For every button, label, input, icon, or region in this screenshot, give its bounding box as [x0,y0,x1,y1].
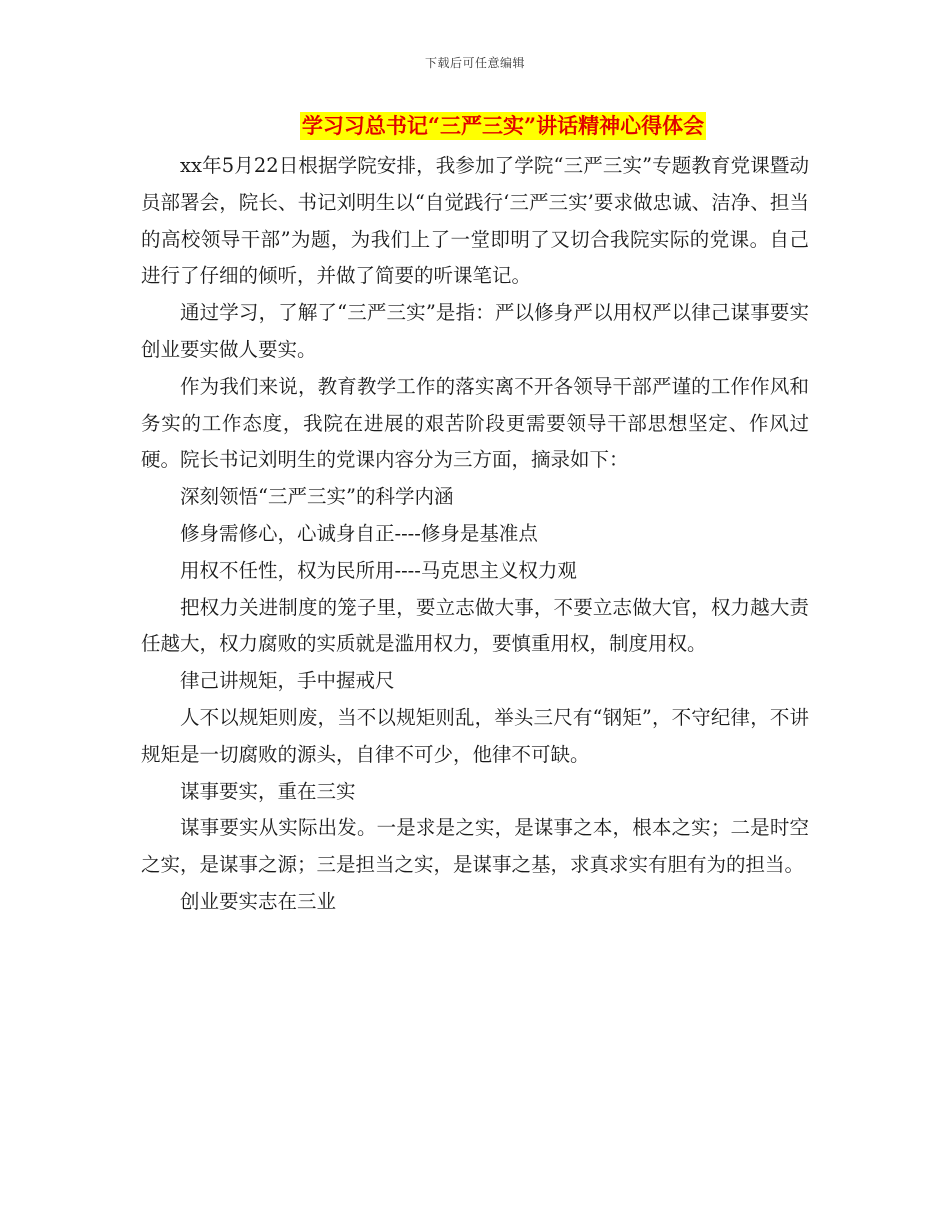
sub-heading: 律己讲规矩，手中握戒尺 [180,669,395,693]
paragraph: 谋事要实从实际出发。一是求是之实，是谋事之本，根本之实；二是时空之实，是谋事之源；三是担当之实，是谋事之基，求真求实有胆有为的担当。 [141,816,809,877]
paragraph: 人不以规矩则废，当不以规矩则乱，举头三尺有“钢矩”，不守纪律，不讲规矩是一切腐败的源头，自律不可少，他律不可缺。 [141,705,809,766]
paragraph: 把权力关进制度的笼子里，要立志做大事，不要立志做大官，权力越大责任越大，权力腐败的实质就是滥用权力，要慎重用权，制度用权。 [141,595,809,656]
paragraph: 作为我们来说，教育教学工作的落实离不开各领导干部严谨的工作作风和务实的工作态度，我院在进展的艰苦阶段更需要领导干部思想坚定、作风过硬。院长书记刘明生的党课内容分为三方面，摘录如下： [141,374,809,472]
sub-heading: 谋事要实，重在三实 [180,779,356,803]
document-body [141,148,809,921]
header-note: 下载后可任意编辑 [424,56,525,70]
section-heading: 深刻领悟“三严三实”的科学内涵 [180,485,454,509]
paragraph: xx年5月22日根据学院安排，我参加了学院“三严三实”专题教育党课暨动员部署会，院长、书记刘明生以“自觉践行‘三严三实’要求做忠诚、洁净、担当的高校领导干部”为题，为我们上了一堂即明了又切合我院实际的党课。自己进行了仔细的倾听，并做了简要的听课笔记。 [141,154,809,288]
sub-heading: 用权不任性，权为民所用----马克思主义权力观 [180,558,577,582]
paragraph: 通过学习，了解了“三严三实”是指：严以修身严以用权严以律己谋事要实创业要实做人要实。 [141,301,809,361]
sub-heading: 修身需修心，心诚身自正----修身是基准点 [180,521,538,545]
title-container [0,112,950,140]
sub-heading: 创业要实志在三业 [180,889,337,913]
document-title: 学习习总书记“三严三实”讲话精神心得体会 [301,113,705,138]
